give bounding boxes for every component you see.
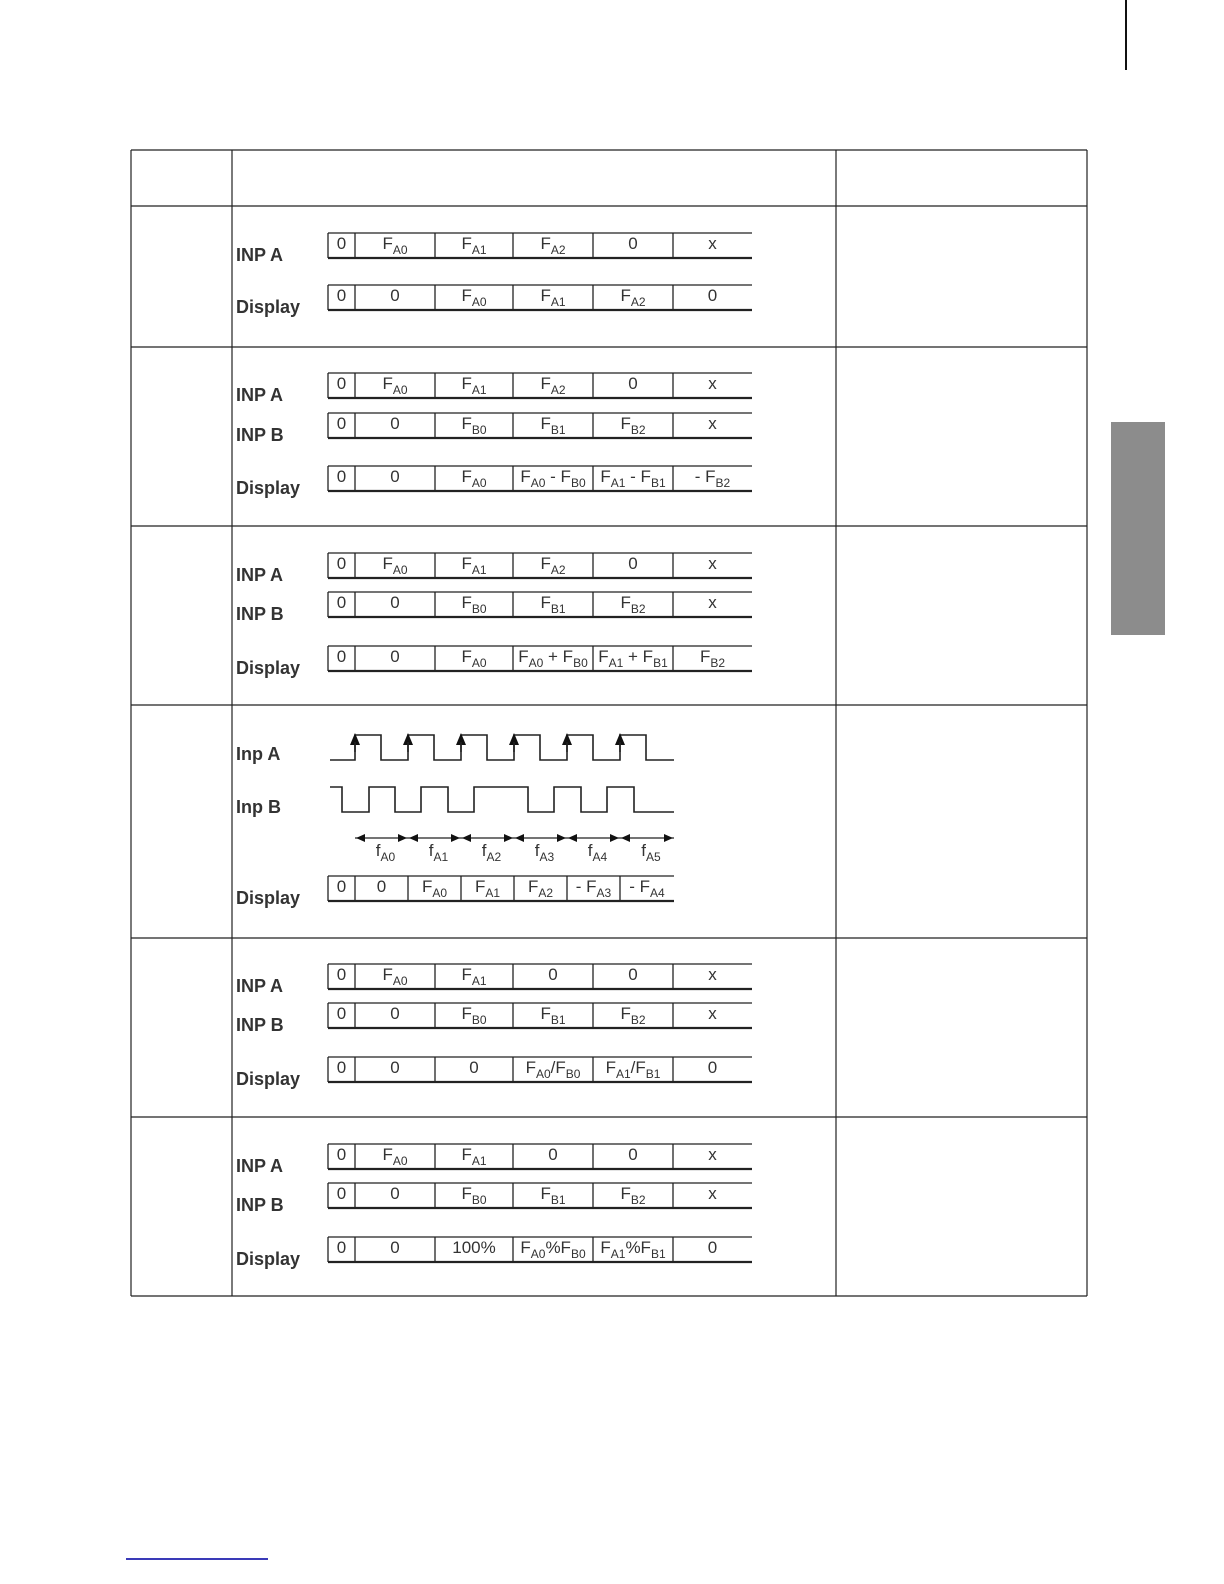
track-cell: 0 [390, 647, 400, 666]
track-cell: - $F_{B2}$ [694, 467, 731, 490]
track-cell: $F_{B2}$ [620, 1184, 646, 1207]
interval-label: $f_{A2}$ [481, 841, 502, 864]
track-cell: 0 [390, 1058, 400, 1077]
track-cell: 0 [390, 414, 400, 433]
track-cell: $F_{A0}/F_{B0}$ [525, 1058, 581, 1081]
track-cell: $F_{A0}$ [421, 877, 448, 900]
interval-label: $f_{A4}$ [587, 841, 608, 864]
track-cell: 0 [707, 1238, 718, 1257]
track-cell: $F_{B1}$ [540, 1184, 566, 1207]
track-cell: 0 [548, 1145, 558, 1164]
track-label: INP B [236, 604, 284, 624]
track-cell: $F_{A2}$ [527, 877, 554, 900]
interval-arrow-right [398, 834, 407, 842]
interval-arrow-left [356, 834, 365, 842]
interval-arrow-left [568, 834, 577, 842]
track-cell: 0 [628, 374, 638, 393]
track-cell: $F_{A0}$ [382, 234, 408, 257]
track-label: Display [236, 478, 301, 498]
interval-arrow-left [515, 834, 524, 842]
track-cell: x [708, 1184, 717, 1203]
track-cell: 0 [336, 965, 347, 984]
track-label: Display [236, 1249, 301, 1269]
track-cell: - $F_{A3}$ [575, 877, 612, 900]
track-cell: 0 [390, 1004, 400, 1023]
track-cell: 0 [628, 554, 638, 573]
track-cell: $F_{A1}$ [461, 554, 487, 577]
table-row [236, 964, 752, 1089]
track-cell: 0 [336, 1004, 347, 1023]
track-label: Display [236, 297, 301, 317]
interval-arrow-right [610, 834, 619, 842]
track-cell: 0 [336, 374, 347, 393]
table-row [236, 1144, 752, 1269]
track-cell: $F_{A0}$ [461, 467, 487, 490]
track-cell: 0 [628, 234, 638, 253]
track-cell: 0 [390, 286, 400, 305]
track-cell: $F_{A0}$ [382, 965, 408, 988]
interval-arrow-right [557, 834, 566, 842]
track-cell: x [708, 965, 717, 984]
table-content [236, 233, 752, 1269]
wave-inp-b [330, 787, 674, 812]
track-cell: $F_{B2}$ [620, 1004, 646, 1027]
track-cell: $F_{A0}$ [461, 647, 487, 670]
track-cell: $F_{A1} - F_{B1}$ [600, 467, 666, 490]
track-cell: x [708, 1145, 717, 1164]
interval-label: $f_{A0}$ [375, 841, 396, 864]
track-label: INP A [236, 976, 284, 996]
track-cell: $F_{A1}$ [474, 877, 501, 900]
track-cell: 0 [469, 1058, 479, 1077]
wave-label-a: Inp A [236, 744, 281, 764]
track-cell: x [708, 593, 717, 612]
track-cell: $F_{A1}\%F_{B1}$ [600, 1238, 666, 1261]
track-cell: 0 [707, 1058, 718, 1077]
track-cell: $F_{A1} + F_{B1}$ [598, 647, 668, 670]
track-cell: - $F_{A4}$ [629, 877, 665, 900]
track-cell: 0 [390, 1238, 400, 1257]
track-cell: 0 [336, 1058, 347, 1077]
interval-arrow-left [409, 834, 418, 842]
interval-arrow-left [462, 834, 471, 842]
track-label: INP A [236, 565, 284, 585]
track-cell: 0 [390, 1184, 400, 1203]
table-row [236, 553, 752, 678]
track-cell: 0 [336, 647, 347, 666]
track-cell: 0 [336, 234, 347, 253]
track-cell: $F_{B1}$ [540, 414, 566, 437]
track-cell: x [708, 234, 717, 253]
track-cell: x [708, 1004, 717, 1023]
track-cell: $F_{A1}/F_{B1}$ [605, 1058, 661, 1081]
track-cell: $F_{A0}$ [461, 286, 487, 309]
track-cell: $F_{A2}$ [540, 374, 566, 397]
track-cell: 0 [336, 1238, 347, 1257]
track-cell: $F_{A2}$ [620, 286, 646, 309]
track-cell: $F_{A0} + F_{B0}$ [518, 647, 588, 670]
track-cell: $F_{B2}$ [699, 647, 726, 670]
track-cell: $F_{B1}$ [540, 1004, 566, 1027]
track-cell: x [708, 374, 717, 393]
table-row [236, 373, 752, 498]
track-cell: 0 [336, 593, 347, 612]
wave-label-b: Inp B [236, 797, 281, 817]
track-cell: 0 [548, 965, 558, 984]
track-cell: 0 [336, 877, 347, 896]
track-cell: $F_{A0} - F_{B0}$ [520, 467, 586, 490]
track-label: INP A [236, 245, 284, 265]
interval-arrow-right [504, 834, 513, 842]
track-cell: $F_{A1}$ [540, 286, 566, 309]
interval-arrow-left [621, 834, 630, 842]
track-cell: 0 [336, 1184, 347, 1203]
track-cell: $F_{A1}$ [461, 374, 487, 397]
table-grid [131, 150, 1087, 1296]
track-label: INP A [236, 385, 284, 405]
track-label: Display [236, 1069, 301, 1089]
track-cell: 0 [707, 286, 718, 305]
interval-arrow-right [664, 834, 673, 842]
track-label: INP B [236, 1195, 284, 1215]
track-cell: 0 [336, 414, 347, 433]
track-cell: $F_{A0}$ [382, 554, 408, 577]
track-label: INP B [236, 425, 284, 445]
track-cell: $F_{B2}$ [620, 414, 646, 437]
table-row [236, 233, 752, 317]
track-label: INP A [236, 1156, 284, 1176]
track-cell: $F_{A2}$ [540, 234, 566, 257]
track-cell: $F_{A0}\%F_{B0}$ [520, 1238, 586, 1261]
track-cell: x [708, 414, 717, 433]
table-row [236, 733, 674, 908]
track-cell: 0 [336, 1145, 347, 1164]
track-cell: 100% [452, 1238, 496, 1257]
interval-arrow-right [451, 834, 460, 842]
track-cell: $F_{B0}$ [461, 1004, 487, 1027]
track-cell: 0 [376, 877, 387, 896]
track-cell: $F_{B2}$ [620, 593, 646, 616]
interval-label: $f_{A1}$ [428, 841, 449, 864]
track-cell: $F_{A0}$ [382, 374, 408, 397]
track-cell: 0 [336, 554, 347, 573]
track-cell: $F_{B0}$ [461, 1184, 487, 1207]
track-cell: $F_{B1}$ [540, 593, 566, 616]
track-cell: $F_{B0}$ [461, 414, 487, 437]
track-cell: x [708, 554, 717, 573]
interval-label: $f_{A3}$ [534, 841, 555, 864]
track-label: INP B [236, 1015, 284, 1035]
track-cell: $F_{A1}$ [461, 1145, 487, 1168]
track-cell: $F_{B0}$ [461, 593, 487, 616]
track-cell: $F_{A0}$ [382, 1145, 408, 1168]
track-cell: 0 [628, 965, 638, 984]
track-label: Display [236, 888, 301, 908]
track-cell: 0 [390, 593, 400, 612]
track-cell: 0 [336, 286, 347, 305]
track-cell: 0 [336, 467, 347, 486]
track-cell: $F_{A1}$ [461, 234, 487, 257]
track-label: Display [236, 658, 301, 678]
track-cell: $F_{A1}$ [461, 965, 487, 988]
track-cell: 0 [390, 467, 400, 486]
wave-inp-a [330, 735, 674, 760]
interval-label: $f_{A5}$ [641, 841, 661, 864]
track-cell: $F_{A2}$ [540, 554, 566, 577]
track-cell: 0 [628, 1145, 638, 1164]
